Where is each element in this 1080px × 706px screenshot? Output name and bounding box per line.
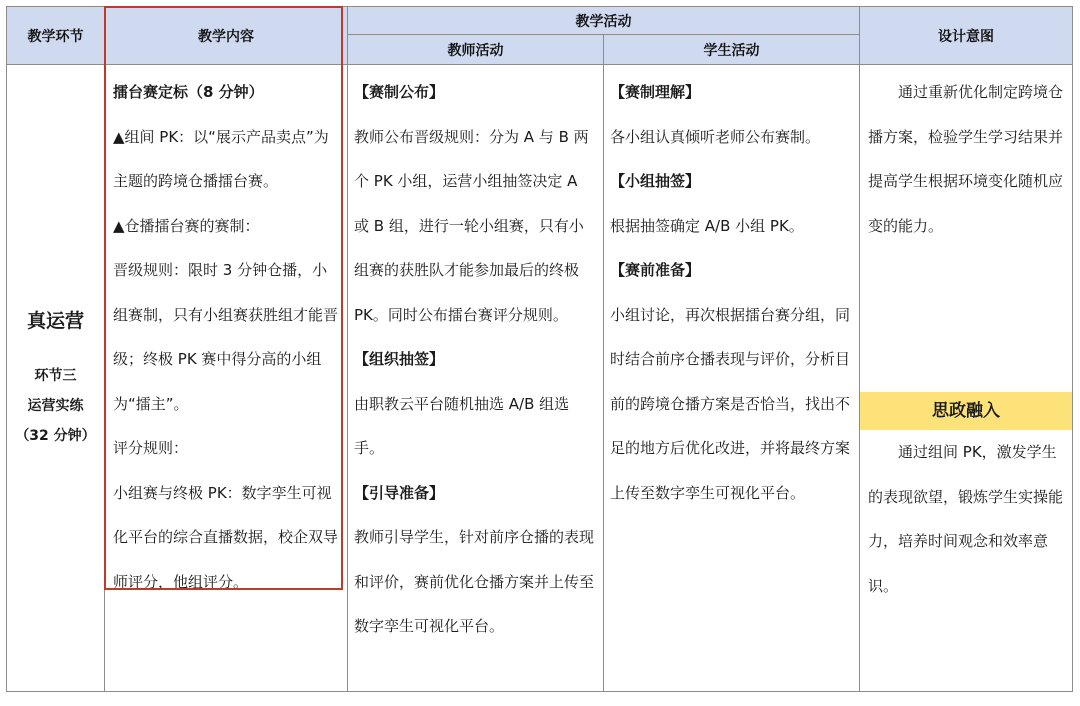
teacher-heading: 【赛制公布】 <box>354 83 445 101</box>
teacher-heading: 【组织抽签】 <box>354 350 445 368</box>
content-line: ▲仓播擂台赛的赛制： <box>113 216 260 235</box>
teacher-line: 由职教云平台随机抽选 A/B 组选手。 <box>354 394 570 457</box>
stage-name: 真运营 <box>26 309 84 332</box>
stage-sub-1: 环节三 <box>34 367 77 384</box>
content-line: 评分规则： <box>113 439 189 457</box>
stage-cell <box>7 65 105 692</box>
header-activity: 教学活动 <box>348 7 860 35</box>
content-line: 晋级规则：限时 3 分钟仓播，小组赛制，只有小组赛获胜组才能晋级；终极 PK 赛中得分高的小组为“擂主”。 <box>113 261 339 413</box>
student-cell <box>604 65 860 692</box>
header-stage: 教学环节 <box>7 7 105 65</box>
sizheng-banner: 思政融入 <box>860 392 1072 430</box>
student-heading: 【小组抽签】 <box>610 172 701 190</box>
student-line: 各小组认真倾听老师公布赛制。 <box>610 127 821 146</box>
content-cell <box>105 65 348 692</box>
teacher-cell <box>348 65 604 692</box>
header-design: 设计意图 <box>860 7 1073 65</box>
student-line: 小组讨论，再次根据擂台赛分组，同时结合前序仓播表现与评价，分析目前的跨境仓播方案是否恰当，找出不足的地方后优化改进，并将最终方案上传至数字孪生可视化平台。 <box>610 305 851 502</box>
teacher-line: 教师公布晋级规则：分为 A 与 B 两个 PK 小组，运营小组抽签决定 A 或 B 组，进行一轮小组赛，只有小组赛的获胜队才能参加最后的终极 PK。同时公布擂台赛评分规则。 <box>354 127 589 324</box>
content-title: 擂台赛定标（8 分钟） <box>113 83 264 101</box>
stage-sub-3: （32 分钟） <box>15 427 96 444</box>
header-student: 学生活动 <box>604 35 860 65</box>
student-heading: 【赛制理解】 <box>610 83 701 101</box>
teacher-heading: 【引导准备】 <box>354 483 445 502</box>
design-cell <box>860 65 1073 692</box>
header-teacher: 教师活动 <box>348 35 604 65</box>
header-content: 教学内容 <box>105 7 348 65</box>
student-line: 根据抽签确定 A/B 小组 PK。 <box>610 216 804 235</box>
sizheng-text: 通过组间 PK，激发学生的表现欲望，锻炼学生实操能力，培养时间观念和效率意识。 <box>868 443 1064 595</box>
student-heading: 【赛前准备】 <box>610 261 701 279</box>
content-line: 小组赛与终极 PK：数字孪生可视化平台的综合直播数据，校企双导师评分，他组评分。 <box>113 483 339 591</box>
content-line: ▲组间 PK：以“展示产品卖点”为主题的跨境仓播擂台赛。 <box>113 127 329 190</box>
lesson-plan-table <box>6 6 1073 692</box>
stage-sub-2: 运营实练 <box>27 397 84 414</box>
teacher-line: 教师引导学生，针对前序仓播的表现和评价，赛前优化仓播方案并上传至数字孪生可视化平台。 <box>354 528 595 635</box>
design-intent: 通过重新优化制定跨境仓播方案，检验学生学习结果并提高学生根据环境变化随机应变的能力。 <box>868 83 1064 235</box>
